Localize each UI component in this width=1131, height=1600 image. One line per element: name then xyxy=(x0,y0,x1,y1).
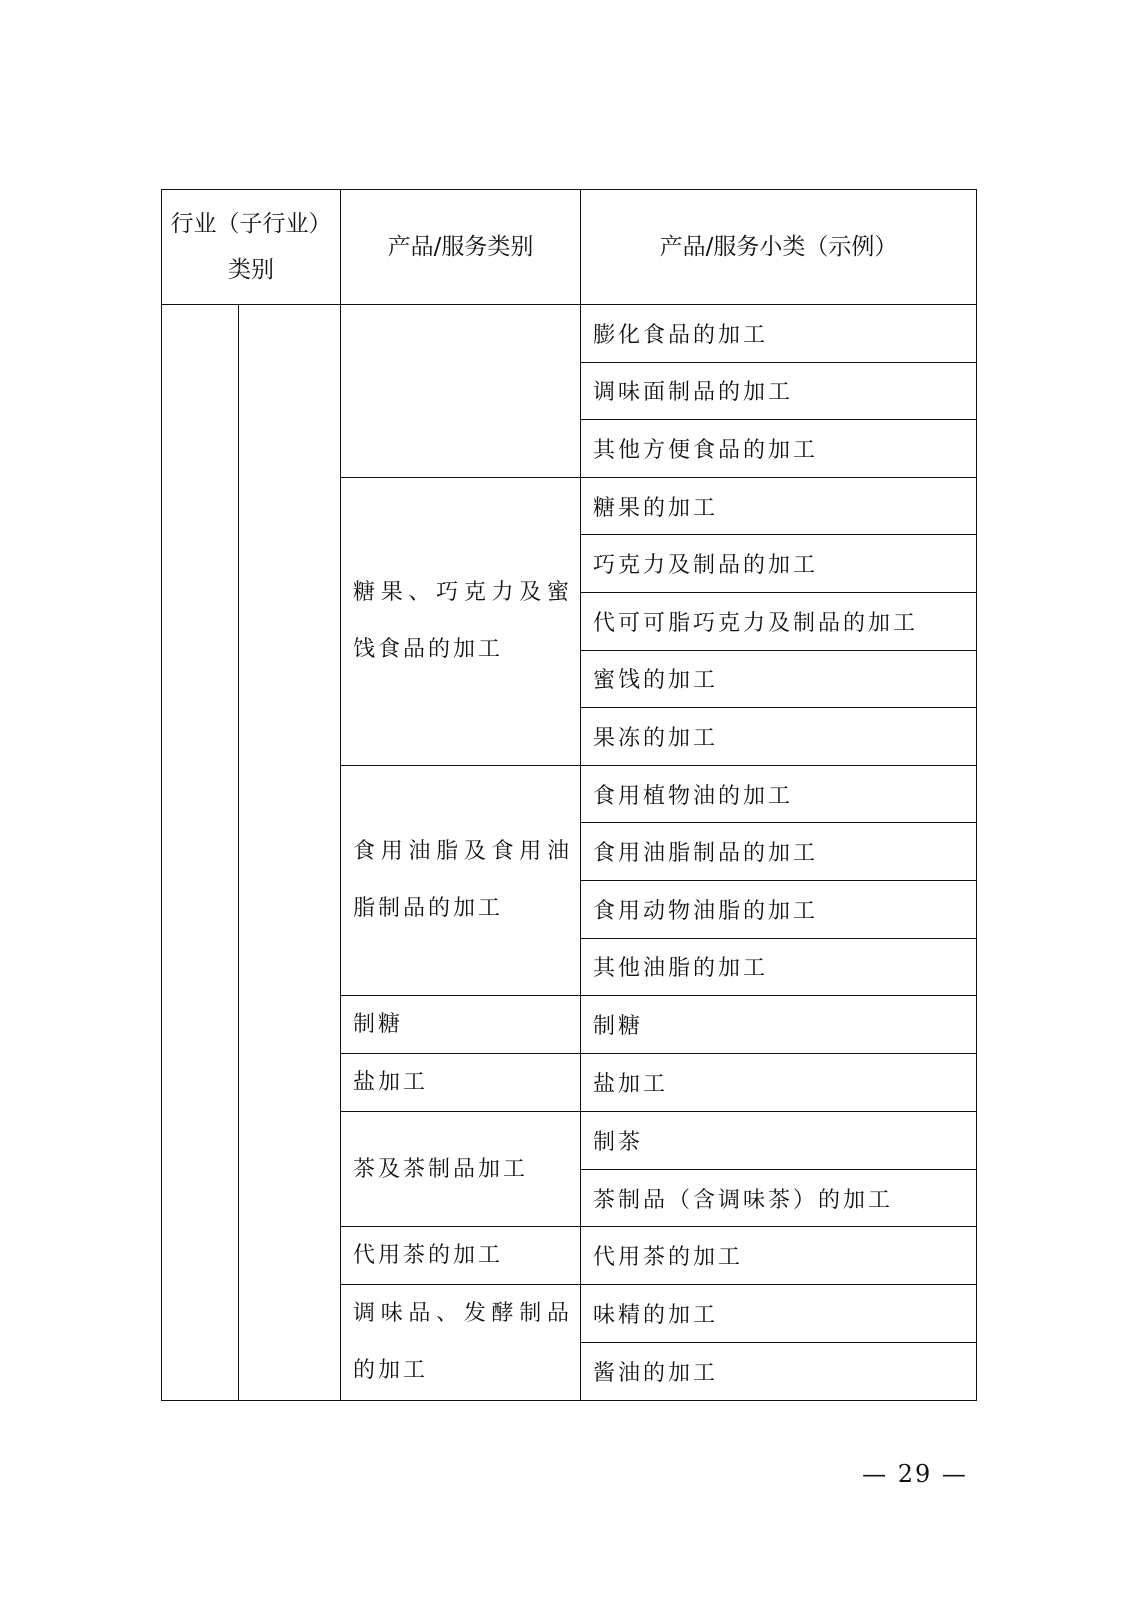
category-cell: 制糖 xyxy=(341,996,581,1054)
table-header-row xyxy=(162,190,977,305)
subcategory-cell: 代用茶的加工 xyxy=(581,1227,977,1285)
page-number: — 29 — xyxy=(862,1460,968,1488)
header-industry: 行业（子行业）类别 xyxy=(162,190,341,305)
subcategory-cell: 食用油脂制品的加工 xyxy=(581,823,977,881)
subcategory-cell: 糖果的加工 xyxy=(581,477,977,535)
product-category-table xyxy=(161,189,977,1401)
subcategory-cell: 食用植物油的加工 xyxy=(581,765,977,823)
header-category: 产品/服务类别 xyxy=(341,190,581,305)
subcategory-cell: 调味面制品的加工 xyxy=(581,362,977,420)
category-cell: 糖果、巧克力及蜜饯食品的加工 xyxy=(341,477,581,765)
subcategory-cell: 代可可脂巧克力及制品的加工 xyxy=(581,592,977,650)
subcategory-cell: 食用动物油脂的加工 xyxy=(581,880,977,938)
subcategory-cell: 膨化食品的加工 xyxy=(581,305,977,363)
category-cell xyxy=(341,305,581,478)
sub-industry-cell xyxy=(239,305,341,1401)
subcategory-cell: 制糖 xyxy=(581,996,977,1054)
table-row xyxy=(162,305,977,363)
category-cell: 代用茶的加工 xyxy=(341,1227,581,1285)
industry-cell xyxy=(162,305,239,1401)
header-subcategory: 产品/服务小类（示例） xyxy=(581,190,977,305)
subcategory-cell: 巧克力及制品的加工 xyxy=(581,535,977,593)
subcategory-cell: 果冻的加工 xyxy=(581,708,977,766)
subcategory-cell: 盐加工 xyxy=(581,1054,977,1112)
category-cell: 调味品、发酵制品的加工 xyxy=(341,1285,581,1400)
subcategory-cell: 蜜饯的加工 xyxy=(581,650,977,708)
subcategory-cell: 茶制品（含调味茶）的加工 xyxy=(581,1169,977,1227)
category-cell: 茶及茶制品加工 xyxy=(341,1112,581,1227)
subcategory-cell: 其他油脂的加工 xyxy=(581,938,977,996)
category-cell: 盐加工 xyxy=(341,1054,581,1112)
category-cell: 食用油脂及食用油脂制品的加工 xyxy=(341,765,581,995)
subcategory-cell: 其他方便食品的加工 xyxy=(581,420,977,478)
subcategory-cell: 酱油的加工 xyxy=(581,1342,977,1400)
subcategory-cell: 味精的加工 xyxy=(581,1285,977,1343)
subcategory-cell: 制茶 xyxy=(581,1112,977,1170)
